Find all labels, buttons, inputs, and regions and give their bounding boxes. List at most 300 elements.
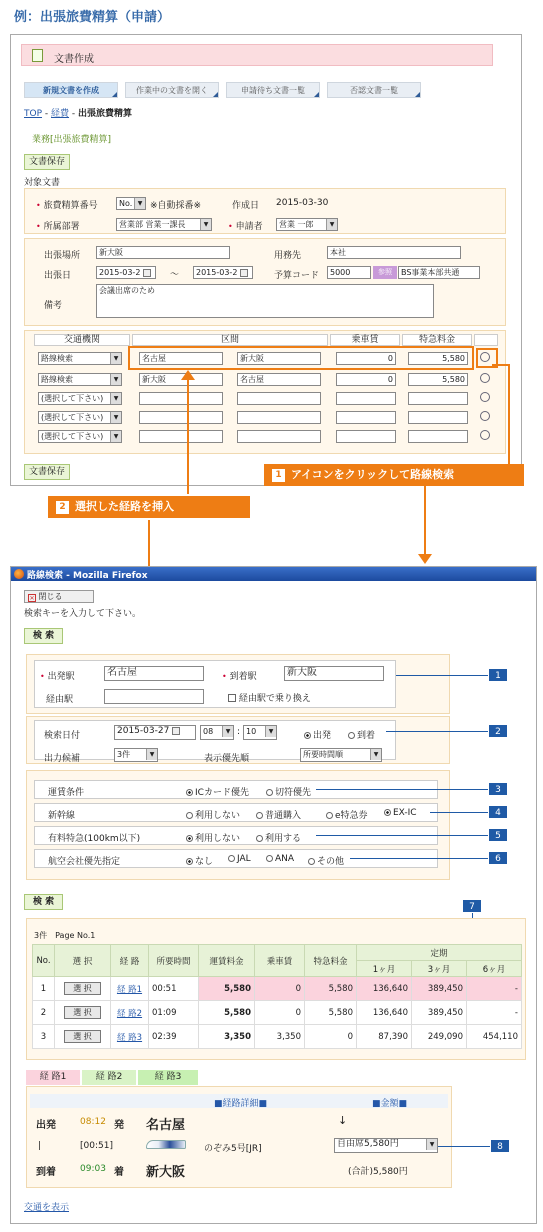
airline-label: 航空会社優先指定 bbox=[48, 857, 121, 867]
radio-label: 利用する bbox=[265, 834, 302, 844]
fare-col-header-text: 乗車賃 bbox=[351, 335, 379, 345]
express-input[interactable] bbox=[408, 430, 468, 443]
cell-time: 00:51 bbox=[149, 977, 199, 1001]
required-mark: • bbox=[40, 672, 45, 681]
trip-place-input[interactable]: 新大阪 bbox=[96, 246, 230, 259]
departure-station-input[interactable]: 名古屋 bbox=[104, 666, 204, 681]
route-search-icon[interactable] bbox=[480, 430, 490, 443]
col-time: 所要時間 bbox=[149, 945, 199, 977]
priority-value: 所要時間順 bbox=[303, 750, 343, 759]
from-station-input[interactable]: 名古屋 bbox=[139, 352, 223, 365]
col-express: 特急料金 bbox=[305, 945, 357, 977]
calendar-icon[interactable] bbox=[240, 269, 248, 277]
table-row bbox=[33, 1025, 522, 1049]
dept-label-text: 所属部署 bbox=[43, 222, 80, 232]
route-detail-header bbox=[30, 1094, 448, 1108]
radio-label: ANA bbox=[275, 854, 295, 864]
date-range-tilde: ～ bbox=[170, 270, 180, 280]
transport-select-value: (選択して下さい) bbox=[41, 413, 104, 422]
tab-pending-list[interactable]: 申請待ち文書一覧 bbox=[226, 82, 320, 98]
section-col-header-text: 区間 bbox=[220, 335, 239, 345]
created-date-value: 2015-03-30 bbox=[276, 198, 329, 208]
cell-pass-6m: - bbox=[467, 977, 522, 1001]
close-icon: ✕ bbox=[29, 595, 35, 602]
to-station-input[interactable]: 名古屋 bbox=[237, 373, 321, 386]
trip-date-to[interactable] bbox=[193, 266, 253, 279]
results-meta: 3件 Page No.1 bbox=[34, 931, 96, 940]
chevron-down-icon: ▼ bbox=[110, 393, 121, 404]
cell-fare: 5,580 bbox=[199, 1001, 255, 1025]
col-no: No. bbox=[33, 945, 55, 977]
from-station-input[interactable]: 新大阪 bbox=[139, 373, 223, 386]
dept-label bbox=[36, 219, 80, 232]
arrival-station-input[interactable]: 新大阪 bbox=[284, 666, 384, 681]
document-icon bbox=[32, 49, 43, 62]
route-tab-2[interactable]: 経 路2 bbox=[82, 1070, 136, 1085]
cell-fare: 3,350 bbox=[199, 1025, 255, 1049]
callout-route-search bbox=[264, 464, 524, 486]
priority-label: 表示優先順 bbox=[204, 754, 250, 764]
radio-arrival-label: 到着 bbox=[357, 731, 376, 741]
radio-icon bbox=[348, 732, 355, 739]
cell-express: 5,580 bbox=[305, 1001, 357, 1025]
results-table bbox=[32, 944, 522, 1049]
cell-ride: 3,350 bbox=[255, 1025, 305, 1049]
marker-4: 4 bbox=[488, 805, 508, 819]
calendar-icon[interactable] bbox=[143, 269, 151, 277]
dept-select-value: 営業部 営業一課長 bbox=[119, 220, 186, 229]
from-station-input[interactable] bbox=[139, 411, 223, 424]
train-icon bbox=[146, 1140, 186, 1149]
table-row bbox=[33, 977, 522, 1001]
route-search-icon[interactable] bbox=[480, 373, 490, 386]
tab-open-working[interactable]: 作業中の文書を開く bbox=[125, 82, 219, 98]
marker-line bbox=[316, 835, 488, 836]
time-colon: : bbox=[237, 727, 241, 737]
cell-ride: 0 bbox=[255, 1001, 305, 1025]
limited-express-label: 有料特急(100km以下) bbox=[48, 834, 141, 844]
breadcrumb-current: 出張旅費精算 bbox=[78, 109, 133, 119]
arrival-label-text: 到着駅 bbox=[229, 672, 257, 682]
cell-pass-1m: 87,390 bbox=[357, 1025, 412, 1049]
route-tab-1[interactable]: 経 路1 bbox=[26, 1070, 80, 1085]
route-tab-3[interactable]: 経 路3 bbox=[138, 1070, 198, 1085]
transport-select-value: (選択して下さい) bbox=[41, 394, 104, 403]
chevron-down-icon: ▼ bbox=[146, 749, 157, 760]
basic-info-section bbox=[24, 188, 506, 234]
radio-icon bbox=[186, 789, 193, 796]
marker-line bbox=[350, 858, 488, 859]
page-heading: 例：出張旅費精算（申請） bbox=[14, 10, 171, 25]
chevron-down-icon: ▼ bbox=[134, 198, 145, 209]
radio-air-ana[interactable] bbox=[266, 854, 294, 864]
fare-input[interactable]: 0 bbox=[336, 373, 396, 386]
icon-col-header bbox=[474, 334, 498, 346]
connector-line bbox=[424, 486, 426, 558]
radio-shink-e-ticket[interactable] bbox=[326, 808, 368, 821]
radio-exp-use[interactable] bbox=[256, 831, 301, 844]
radio-air-none[interactable] bbox=[186, 854, 213, 867]
note-label: 備考 bbox=[44, 301, 63, 311]
express-input[interactable]: 5,580 bbox=[408, 373, 468, 386]
from-station-input[interactable] bbox=[139, 392, 223, 405]
select-route-button[interactable]: 選 択 bbox=[64, 1030, 101, 1043]
transport-select[interactable] bbox=[38, 392, 122, 405]
departure-label bbox=[40, 669, 75, 682]
no-select-value: No. bbox=[119, 199, 133, 208]
transport-col-header bbox=[34, 334, 130, 346]
radio-icon bbox=[186, 835, 193, 842]
radio-label: 利用しない bbox=[195, 834, 241, 844]
firefox-icon bbox=[14, 569, 24, 579]
applicant-select-value: 営業 一郎 bbox=[279, 220, 314, 229]
via-transfer-label: 経由駅で乗り換え bbox=[238, 694, 311, 704]
marker-2: 2 bbox=[488, 724, 508, 738]
col-select: 選 択 bbox=[55, 945, 111, 977]
search-date-input[interactable] bbox=[114, 725, 196, 740]
arrow-up-icon bbox=[181, 370, 195, 380]
arrival-suffix: 着 bbox=[114, 1167, 124, 1178]
breadcrumb bbox=[24, 106, 132, 119]
route-link[interactable]: 経 路2 bbox=[116, 1008, 143, 1019]
express-input[interactable] bbox=[408, 411, 468, 424]
created-date-label: 作成日 bbox=[232, 201, 260, 211]
callout-number: 1 bbox=[272, 469, 285, 482]
radio-icon bbox=[186, 812, 193, 819]
radio-label: e特急券 bbox=[335, 811, 368, 821]
chevron-down-icon: ▼ bbox=[110, 353, 121, 364]
departure-row-label: 出発 bbox=[36, 1120, 56, 1131]
express-input[interactable]: 5,580 bbox=[408, 352, 468, 365]
callout-text: アイコンをクリックして路線検索 bbox=[291, 468, 455, 481]
chevron-down-icon: ▼ bbox=[110, 412, 121, 423]
auto-number: ※自動採番※ bbox=[150, 201, 202, 211]
cell-pass-3m: 249,090 bbox=[412, 1025, 467, 1049]
required-mark: • bbox=[228, 222, 233, 231]
cell-pass-1m: 136,640 bbox=[357, 1001, 412, 1025]
transport-select[interactable] bbox=[38, 352, 122, 365]
from-station-input[interactable] bbox=[139, 430, 223, 443]
seat-fare-select[interactable] bbox=[334, 1138, 438, 1153]
chevron-down-icon: ▼ bbox=[200, 219, 211, 230]
trip-date-from[interactable] bbox=[96, 266, 156, 279]
search-button-top[interactable]: 検 索 bbox=[24, 628, 63, 644]
cell-express: 5,580 bbox=[305, 977, 357, 1001]
via-station-input[interactable] bbox=[104, 689, 204, 704]
arrival-station: 新大阪 bbox=[146, 1165, 186, 1180]
cell-time: 01:09 bbox=[149, 1001, 199, 1025]
radio-shink-ex-ic[interactable] bbox=[384, 808, 417, 818]
radio-label: その他 bbox=[317, 857, 345, 867]
via-transfer-checkbox[interactable] bbox=[228, 691, 311, 704]
business-dest-label: 用務先 bbox=[274, 251, 302, 261]
no-select[interactable] bbox=[116, 197, 146, 210]
departure-label-text: 出発駅 bbox=[47, 672, 75, 682]
train-name: のぞみ5号[JR] bbox=[204, 1144, 262, 1154]
to-station-input[interactable]: 新大阪 bbox=[237, 352, 321, 365]
note-textarea[interactable]: 会議出席のため bbox=[96, 284, 434, 318]
col-pass-3m: 3ヶ月 bbox=[412, 961, 467, 977]
arrival-time: 09:03 bbox=[80, 1164, 106, 1174]
radio-icon bbox=[384, 809, 391, 816]
fare-input[interactable] bbox=[336, 411, 396, 424]
table-row bbox=[33, 1001, 522, 1025]
cell-time: 02:39 bbox=[149, 1025, 199, 1049]
budget-code-label: 予算コード bbox=[274, 271, 320, 281]
tab-new-document[interactable]: 新規文書を作成 bbox=[24, 82, 118, 98]
magnifier-icon bbox=[480, 373, 490, 383]
search-date-value: 2015-03-27 bbox=[117, 726, 170, 736]
fare-col-header bbox=[330, 334, 400, 346]
reference-button[interactable]: 参照 bbox=[373, 266, 397, 279]
radio-icon bbox=[256, 812, 263, 819]
callout-number: 2 bbox=[56, 501, 69, 514]
radio-shink-normal[interactable] bbox=[256, 808, 301, 821]
budget-code-input[interactable]: 5000 bbox=[327, 266, 371, 279]
route-search-icon[interactable] bbox=[480, 411, 490, 424]
radio-ic-card[interactable] bbox=[186, 785, 249, 798]
transport-select[interactable] bbox=[38, 411, 122, 424]
radio-icon bbox=[304, 732, 311, 739]
cell-select bbox=[55, 1025, 111, 1049]
required-mark: • bbox=[222, 672, 227, 681]
magnifier-icon bbox=[480, 392, 490, 402]
route-detail-title: ■経路詳細■ bbox=[214, 1099, 268, 1109]
radio-label: JAL bbox=[237, 854, 251, 864]
express-col-header-text: 特急料金 bbox=[418, 335, 455, 345]
marker-5: 5 bbox=[488, 828, 508, 842]
cell-select bbox=[55, 1001, 111, 1025]
close-button-label: 閉じる bbox=[38, 592, 63, 601]
popup-title: 路線検索 - Mozilla Firefox bbox=[27, 571, 148, 581]
route-link[interactable]: 経 路1 bbox=[116, 984, 143, 995]
no-label-text: 旅費精算番号 bbox=[43, 201, 98, 211]
connector-line bbox=[187, 378, 189, 494]
breadcrumb-sep: - bbox=[71, 109, 76, 119]
trip-date-label: 出張日 bbox=[44, 271, 72, 281]
segment-duration: [00:51] bbox=[80, 1141, 113, 1151]
transport-select[interactable] bbox=[38, 430, 122, 443]
chevron-down-icon: ▼ bbox=[110, 431, 121, 442]
col-fare: 運賃料金 bbox=[199, 945, 255, 977]
form-header-title: 文書作成 bbox=[54, 54, 94, 65]
radio-departure-label: 出発 bbox=[313, 731, 332, 741]
budget-code-name: BS事業本部共通 bbox=[398, 266, 480, 279]
radio-exp-none[interactable] bbox=[186, 831, 240, 844]
no-label bbox=[36, 198, 98, 211]
fare-condition-label: 運賃条件 bbox=[48, 788, 85, 798]
col-ride: 乗車賃 bbox=[255, 945, 305, 977]
checkbox-icon bbox=[228, 694, 236, 702]
marker-line bbox=[430, 812, 488, 813]
save-button-top[interactable]: 文書保存 bbox=[24, 154, 70, 170]
arrival-row-label: 到着 bbox=[36, 1167, 56, 1178]
highlight-row-1 bbox=[128, 346, 474, 370]
cell-pass-6m: 454,110 bbox=[467, 1025, 522, 1049]
breadcrumb-top-link[interactable]: TOP bbox=[24, 109, 43, 119]
radio-arrival[interactable] bbox=[348, 728, 375, 741]
select-route-button[interactable]: 選 択 bbox=[64, 1006, 101, 1019]
search-date-label: 検索日付 bbox=[44, 731, 81, 741]
output-count-label: 出力候補 bbox=[44, 754, 81, 764]
cell-ride: 0 bbox=[255, 977, 305, 1001]
breadcrumb-expense-link[interactable]: 経費 bbox=[51, 109, 70, 119]
radio-ic-card-label: ICカード優先 bbox=[195, 788, 249, 798]
radio-icon bbox=[256, 835, 263, 842]
fare-input[interactable]: 0 bbox=[336, 352, 396, 365]
radio-ticket-label: 切符優先 bbox=[275, 788, 312, 798]
target-doc-label: 対象文書 bbox=[24, 178, 61, 188]
cell-route bbox=[111, 1001, 149, 1025]
dept-select[interactable] bbox=[116, 218, 212, 231]
radio-air-other[interactable] bbox=[308, 854, 344, 867]
minute-value: 10 bbox=[246, 727, 257, 736]
cell-pass-1m: 136,640 bbox=[357, 977, 412, 1001]
route-link[interactable]: 経 路3 bbox=[116, 1032, 143, 1043]
show-transport-link[interactable]: 交通を表示 bbox=[24, 1203, 70, 1213]
required-mark: • bbox=[36, 201, 41, 210]
trip-place-label: 出張場所 bbox=[44, 251, 81, 261]
chevron-down-icon: ▼ bbox=[370, 749, 381, 760]
radio-icon bbox=[186, 858, 193, 865]
radio-departure[interactable] bbox=[304, 728, 331, 741]
cell-pass-3m: 389,450 bbox=[412, 1001, 467, 1025]
departure-suffix: 発 bbox=[114, 1120, 124, 1131]
priority-select[interactable] bbox=[300, 748, 382, 762]
chevron-down-icon: ▼ bbox=[265, 726, 276, 737]
marker-line bbox=[438, 1146, 490, 1147]
to-station-input[interactable] bbox=[237, 411, 321, 424]
cell-pass-6m: - bbox=[467, 1001, 522, 1025]
marker-8: 8 bbox=[490, 1139, 510, 1153]
transport-select[interactable] bbox=[38, 373, 122, 386]
departure-station: 名古屋 bbox=[146, 1118, 186, 1133]
marker-3: 3 bbox=[488, 782, 508, 796]
cell-no: 3 bbox=[33, 1025, 55, 1049]
breadcrumb-sep: - bbox=[44, 109, 49, 119]
business-dest-input[interactable]: 本社 bbox=[327, 246, 461, 259]
col-pass: 定期 bbox=[357, 945, 522, 961]
search-button-bottom[interactable]: 検 索 bbox=[24, 894, 63, 910]
cell-select bbox=[55, 977, 111, 1001]
to-station-input[interactable] bbox=[237, 392, 321, 405]
output-count-value: 3件 bbox=[117, 750, 131, 759]
connector-line bbox=[148, 520, 150, 566]
transport-select-value: 路線検索 bbox=[41, 375, 73, 384]
col-pass-6m: 6ヶ月 bbox=[467, 961, 522, 977]
required-mark: • bbox=[36, 222, 41, 231]
fare-input[interactable] bbox=[336, 430, 396, 443]
transport-select-value: (選択して下さい) bbox=[41, 432, 104, 441]
select-route-button[interactable]: 選 択 bbox=[64, 982, 101, 995]
amount-title: ■金額■ bbox=[372, 1099, 408, 1109]
applicant-label bbox=[228, 219, 263, 232]
trip-date-from-value: 2015-03-2 bbox=[99, 268, 141, 277]
fare-input[interactable] bbox=[336, 392, 396, 405]
radio-icon bbox=[266, 855, 273, 862]
departure-time: 08:12 bbox=[80, 1117, 106, 1127]
minute-select[interactable] bbox=[243, 725, 277, 740]
radio-shink-none[interactable] bbox=[186, 808, 240, 821]
cell-route bbox=[111, 977, 149, 1001]
magnifier-icon bbox=[480, 430, 490, 440]
close-button[interactable] bbox=[24, 590, 94, 603]
hour-value: 08 bbox=[203, 727, 214, 736]
radio-label: EX-IC bbox=[393, 808, 417, 818]
search-prompt: 検索キーを入力して下さい。 bbox=[24, 609, 142, 619]
save-button-bottom[interactable]: 文書保存 bbox=[24, 464, 70, 480]
callout-text: 選択した経路を挿入 bbox=[75, 500, 174, 513]
express-input[interactable] bbox=[408, 392, 468, 405]
output-count-select[interactable] bbox=[114, 748, 158, 762]
radio-icon bbox=[326, 812, 333, 819]
marker-1: 1 bbox=[488, 668, 508, 682]
transport-select-value: 路線検索 bbox=[41, 354, 73, 363]
chevron-down-icon: ▼ bbox=[110, 374, 121, 385]
applicant-select[interactable] bbox=[276, 218, 338, 231]
transport-col-header-text: 交通機関 bbox=[63, 335, 100, 345]
cell-pass-3m: 389,450 bbox=[412, 977, 467, 1001]
cell-route bbox=[111, 1025, 149, 1049]
callout-insert-route bbox=[48, 496, 250, 518]
magnifier-icon bbox=[480, 411, 490, 421]
arrow-down-icon bbox=[418, 554, 432, 564]
marker-6: 6 bbox=[488, 851, 508, 865]
marker-line bbox=[386, 731, 488, 732]
down-arrow: ↓ bbox=[338, 1114, 348, 1127]
to-station-input[interactable] bbox=[237, 430, 321, 443]
category-label: 業務[出張旅費精算] bbox=[32, 135, 112, 145]
marker-line bbox=[316, 789, 488, 790]
shinkansen-label: 新幹線 bbox=[48, 811, 76, 821]
calendar-icon[interactable] bbox=[172, 727, 180, 735]
applicant-label-text: 申請者 bbox=[235, 222, 263, 232]
radio-icon bbox=[308, 858, 315, 865]
marker-7: 7 bbox=[462, 899, 482, 913]
cell-no: 2 bbox=[33, 1001, 55, 1025]
chevron-down-icon: ▼ bbox=[426, 1139, 437, 1150]
cell-no: 1 bbox=[33, 977, 55, 1001]
total-amount: (合計)5,580円 bbox=[348, 1167, 408, 1177]
cell-express: 0 bbox=[305, 1025, 357, 1049]
radio-label: 普通購入 bbox=[265, 811, 302, 821]
col-pass-1m: 1ヶ月 bbox=[357, 961, 412, 977]
radio-air-jal[interactable] bbox=[228, 854, 251, 864]
radio-ticket[interactable] bbox=[266, 785, 311, 798]
chevron-down-icon: ▼ bbox=[326, 219, 337, 230]
trip-date-to-value: 2015-03-2 bbox=[196, 268, 238, 277]
popup-titlebar bbox=[11, 567, 536, 581]
form-header bbox=[21, 44, 493, 66]
route-search-icon[interactable] bbox=[480, 392, 490, 405]
tab-rejected-list[interactable]: 否認文書一覧 bbox=[327, 82, 421, 98]
express-col-header bbox=[402, 334, 472, 346]
hour-select[interactable] bbox=[200, 725, 234, 740]
cell-fare: 5,580 bbox=[199, 977, 255, 1001]
via-label: 経由駅 bbox=[46, 695, 74, 705]
seat-fare-value: 自由席5,580円 bbox=[337, 1139, 399, 1149]
arrival-label bbox=[222, 669, 257, 682]
radio-icon bbox=[266, 789, 273, 796]
radio-label: 利用しない bbox=[195, 811, 241, 821]
radio-icon bbox=[228, 855, 235, 862]
chevron-down-icon: ▼ bbox=[222, 726, 233, 737]
radio-label: なし bbox=[195, 857, 214, 867]
section-col-header bbox=[132, 334, 328, 346]
segment-bar: | bbox=[38, 1141, 42, 1151]
marker-line bbox=[396, 675, 488, 676]
connector-line bbox=[508, 364, 510, 464]
